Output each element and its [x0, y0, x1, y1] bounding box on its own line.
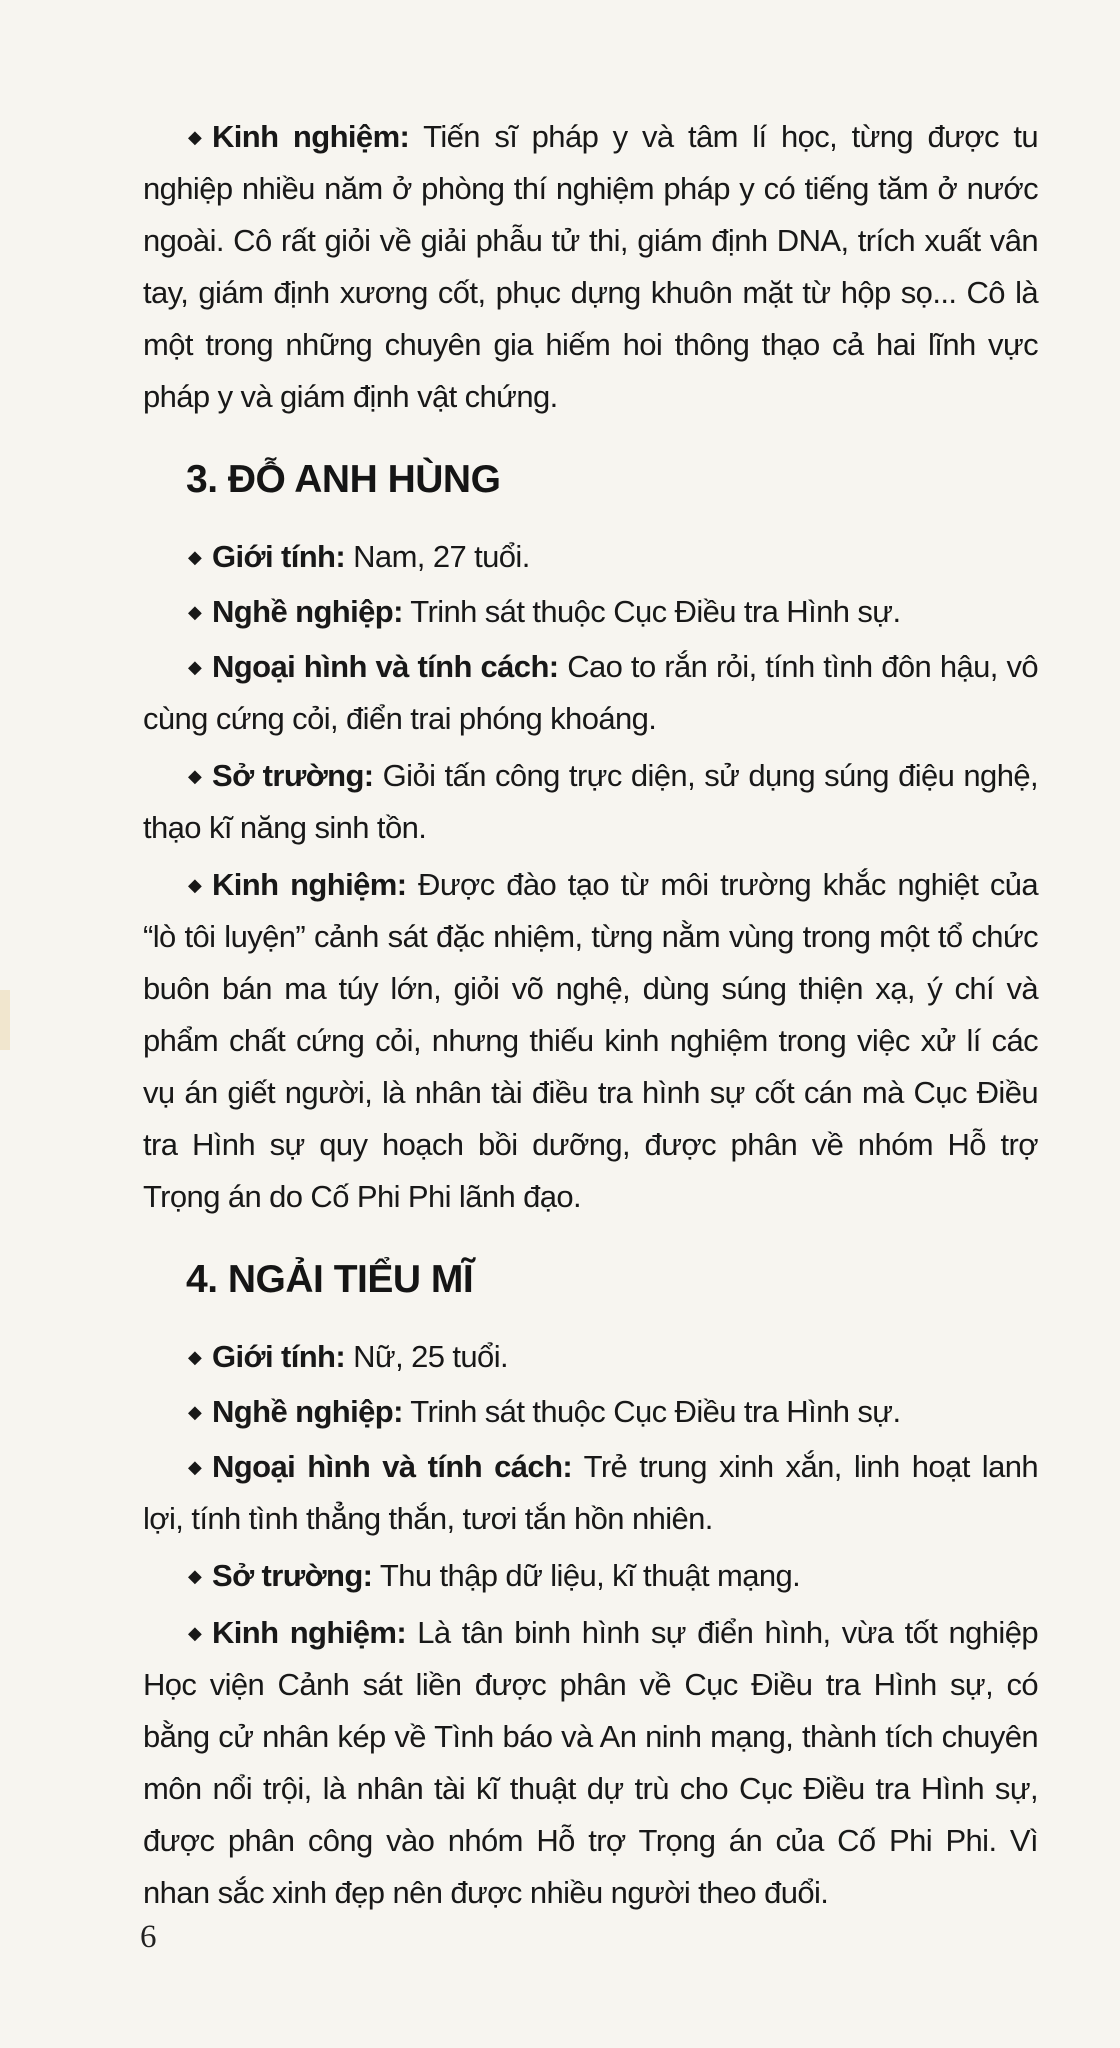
- gender-field: [143, 1331, 1038, 1383]
- field-label: Giới tính:: [212, 539, 346, 574]
- diamond-bullet-icon: ◆: [188, 602, 202, 622]
- field-text: Nữ, 25 tuổi.: [345, 1339, 508, 1374]
- strengths-field: [143, 1550, 1038, 1602]
- occupation-field: [143, 1386, 1038, 1438]
- appearance-personality-field: [143, 641, 1038, 745]
- field-text: Cao to rắn rỏi, tính tình đôn hậu, vô cùng cứng cỏi, điển trai phóng khoáng.: [143, 649, 1038, 736]
- diamond-bullet-icon: ◆: [188, 1402, 202, 1422]
- field-text: Tiến sĩ pháp y và tâm lí học, từng được tu nghiệp nhiều năm ở phòng thí nghiệm pháp y có tiếng tăm ở nước ngoài. Cô rất giỏi về giải phẫu tử thi, giám định DNA, trích xuất vân tay, giám định xương cốt, phục dựng khuôn mặt từ hộp sọ... Cô là một trong những chuyên gia hiếm hoi thông thạo cả hai lĩnh vực pháp y và giám định vật chứng.: [143, 119, 1038, 414]
- diamond-bullet-icon: ◆: [188, 1566, 202, 1586]
- field-label: Sở trường:: [212, 758, 374, 793]
- diamond-bullet-icon: ◆: [188, 547, 202, 567]
- diamond-bullet-icon: ◆: [188, 875, 202, 895]
- section-heading-3: 3. ĐỖ ANH HÙNG: [186, 458, 501, 501]
- experience-field: [143, 859, 1038, 1223]
- section-heading-4: 4. NGẢI TIỂU MĨ: [186, 1258, 474, 1301]
- page-number: 6: [140, 1919, 157, 1955]
- field-text: Là tân binh hình sự điển hình, vừa tốt nghiệp Học viện Cảnh sát liền được phân về Cục Điều tra Hình sự, có bằng cử nhân kép về Tình báo và An ninh mạng, thành tích chuyên môn nổi trội, là nhân tài kĩ thuật dự trù cho Cục Điều tra Hình sự, được phân công vào nhóm Hỗ trợ Trọng án của Cố Phi Phi. Vì nhan sắc xinh đẹp nên được nhiều người theo đuổi.: [143, 1615, 1038, 1910]
- field-text: Trinh sát thuộc Cục Điều tra Hình sự.: [402, 1394, 901, 1429]
- diamond-bullet-icon: ◆: [188, 766, 202, 786]
- field-label: Kinh nghiệm:: [212, 119, 410, 154]
- field-label: Nghề nghiệp:: [212, 1394, 403, 1429]
- section-4-body: [143, 1331, 1038, 1919]
- diamond-bullet-icon: ◆: [188, 1457, 202, 1477]
- strengths-field: [143, 750, 1038, 854]
- field-label: Kinh nghiệm:: [212, 1615, 407, 1650]
- intro-experience-paragraph: [143, 111, 1038, 423]
- field-text: Trẻ trung xinh xắn, linh hoạt lanh lợi, tính tình thẳng thắn, tươi tắn hồn nhiên.: [143, 1449, 1038, 1536]
- appearance-personality-field: [143, 1441, 1038, 1545]
- field-label: Ngoại hình và tính cách:: [212, 1449, 573, 1484]
- gender-field: [143, 531, 1038, 583]
- field-text: Nam, 27 tuổi.: [345, 539, 530, 574]
- field-text: Giỏi tấn công trực diện, sử dụng súng điệu nghệ, thạo kĩ năng sinh tồn.: [143, 758, 1038, 845]
- diamond-bullet-icon: ◆: [188, 657, 202, 677]
- field-text: Trinh sát thuộc Cục Điều tra Hình sự.: [402, 594, 901, 629]
- intro-block: [143, 111, 1038, 423]
- field-label: Sở trường:: [212, 1558, 373, 1593]
- experience-field: [143, 1607, 1038, 1919]
- field-label: Kinh nghiệm:: [212, 867, 407, 902]
- field-label: Giới tính:: [212, 1339, 346, 1374]
- section-3-body: [143, 531, 1038, 1223]
- field-text: Được đào tạo từ môi trường khắc nghiệt của “lò tôi luyện” cảnh sát đặc nhiệm, từng nằm vùng trong một tổ chức buôn bán ma túy lớn, giỏi võ nghệ, dùng súng thiện xạ, ý chí và phẩm chất cứng cỏi, nhưng thiếu kinh nghiệm trong việc xử lí các vụ án giết người, là nhân tài điều tra hình sự cốt cán mà Cục Điều tra Hình sự quy hoạch bồi dưỡng, được phân về nhóm Hỗ trợ Trọng án do Cố Phi Phi lãnh đạo.: [143, 867, 1038, 1214]
- show-through-mark: [0, 990, 10, 1050]
- occupation-field: [143, 586, 1038, 638]
- diamond-bullet-icon: ◆: [188, 1347, 202, 1367]
- field-label: Ngoại hình và tính cách:: [212, 649, 559, 684]
- field-label: Nghề nghiệp:: [212, 594, 403, 629]
- diamond-bullet-icon: ◆: [188, 127, 202, 147]
- field-text: Thu thập dữ liệu, kĩ thuật mạng.: [372, 1558, 801, 1593]
- diamond-bullet-icon: ◆: [188, 1623, 202, 1643]
